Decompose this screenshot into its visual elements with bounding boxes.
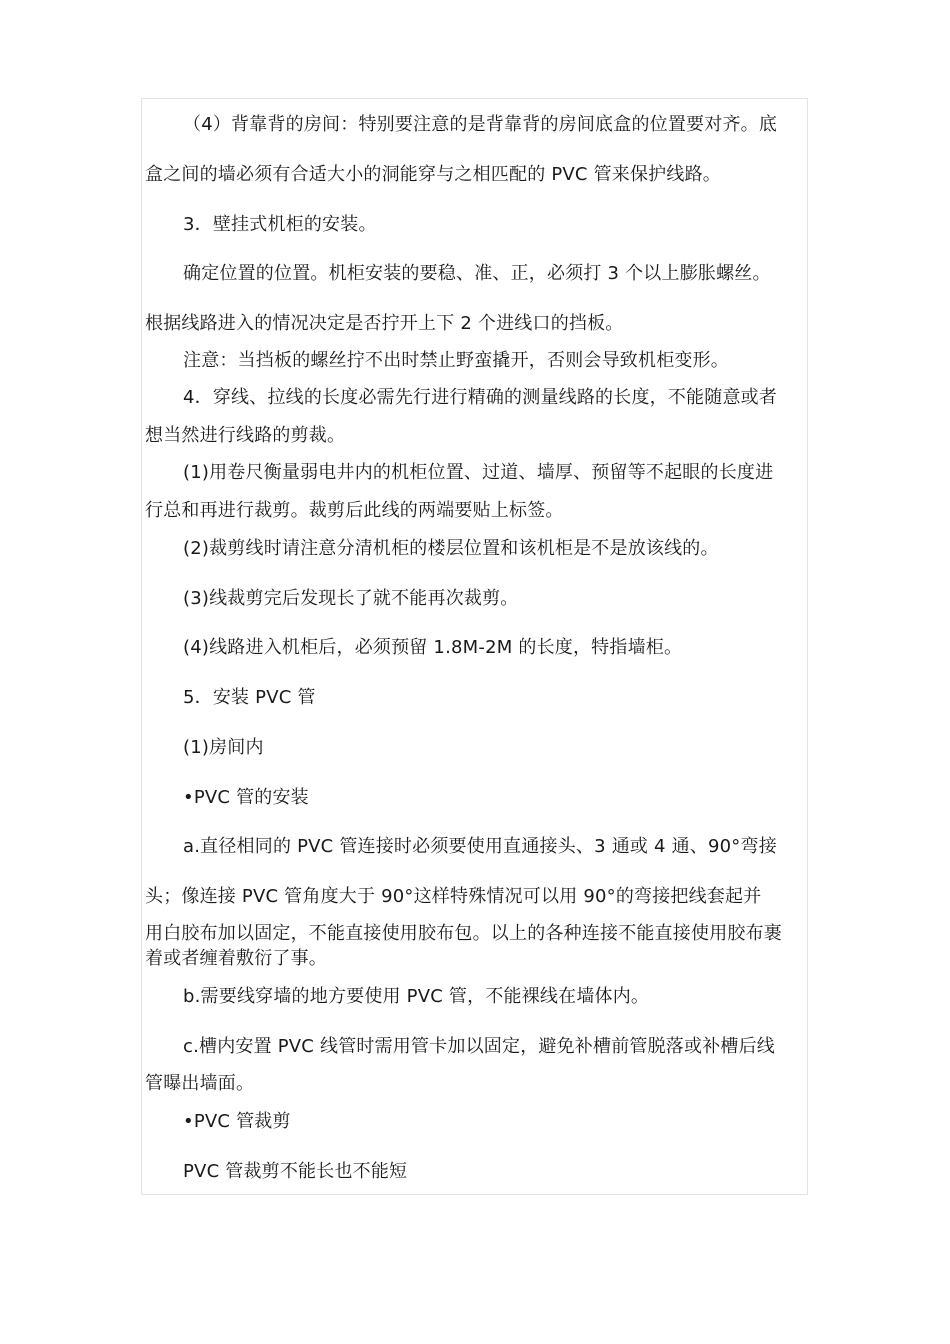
paragraph-line: a.直径相同的 PVC 管连接时必须要使用直通接头、3 通或 4 通、90°弯接 xyxy=(183,836,777,857)
paragraph-line: 盒之间的墙必须有合适大小的洞能穿与之相匹配的 PVC 管来保护线路。 xyxy=(145,164,721,185)
paragraph-line: 根据线路进入的情况决定是否拧开上下 2 个进线口的挡板。 xyxy=(145,313,624,334)
paragraph-line: PVC 管裁剪不能长也不能短 xyxy=(183,1161,408,1182)
bullet-item: •PVC 管的安装 xyxy=(183,787,309,808)
list-item: (1)用卷尺衡量弱电井内的机柜位置、过道、墙厚、预留等不起眼的长度进 xyxy=(183,462,774,483)
paragraph-line: b.需要线穿墙的地方要使用 PVC 管，不能裸线在墙体内。 xyxy=(183,986,650,1007)
paragraph-line: （4）背靠背的房间：特别要注意的是背靠背的房间底盒的位置要对齐。底 xyxy=(183,114,778,135)
paragraph-line: 着或者缠着敷衍了事。 xyxy=(145,948,327,969)
list-item: (4)线路进入机柜后，必须预留 1.8M-2M 的长度，特指墙柜。 xyxy=(183,637,683,658)
paragraph-line: 行总和再进行裁剪。裁剪后此线的两端要贴上标签。 xyxy=(145,500,564,521)
paragraph-line: 想当然进行线路的剪裁。 xyxy=(145,425,346,446)
paragraph-line: 注意：当挡板的螺丝拧不出时禁止野蛮撬开，否则会导致机柜变形。 xyxy=(183,350,729,371)
paragraph-line: 确定位置的位置。机柜安装的要稳、准、正，必须打 3 个以上膨胀螺丝。 xyxy=(183,263,771,284)
section-heading: 4．穿线、拉线的长度必需先行进行精确的测量线路的长度，不能随意或者 xyxy=(183,387,778,408)
bullet-item: •PVC 管裁剪 xyxy=(183,1111,291,1132)
paragraph-line: 头；像连接 PVC 管角度大于 90°这样特殊情况可以用 90°的弯接把线套起并 xyxy=(145,886,762,907)
list-item: (2)裁剪线时请注意分清机柜的楼层位置和该机柜是不是放该线的。 xyxy=(183,538,719,559)
list-item: (3)线裁剪完后发现长了就不能再次裁剪。 xyxy=(183,588,519,609)
list-item: (1)房间内 xyxy=(183,737,264,758)
section-heading: 5．安装 PVC 管 xyxy=(183,687,316,708)
section-heading: 3．壁挂式机柜的安装。 xyxy=(183,214,377,235)
paragraph-line: c.槽内安置 PVC 线管时需用管卡加以固定，避免补槽前管脱落或补槽后线 xyxy=(183,1036,775,1057)
paragraph-line: 用白胶布加以固定，不能直接使用胶布包。以上的各种连接不能直接使用胶布裹 xyxy=(145,923,782,944)
paragraph-line: 管曝出墙面。 xyxy=(145,1073,255,1094)
